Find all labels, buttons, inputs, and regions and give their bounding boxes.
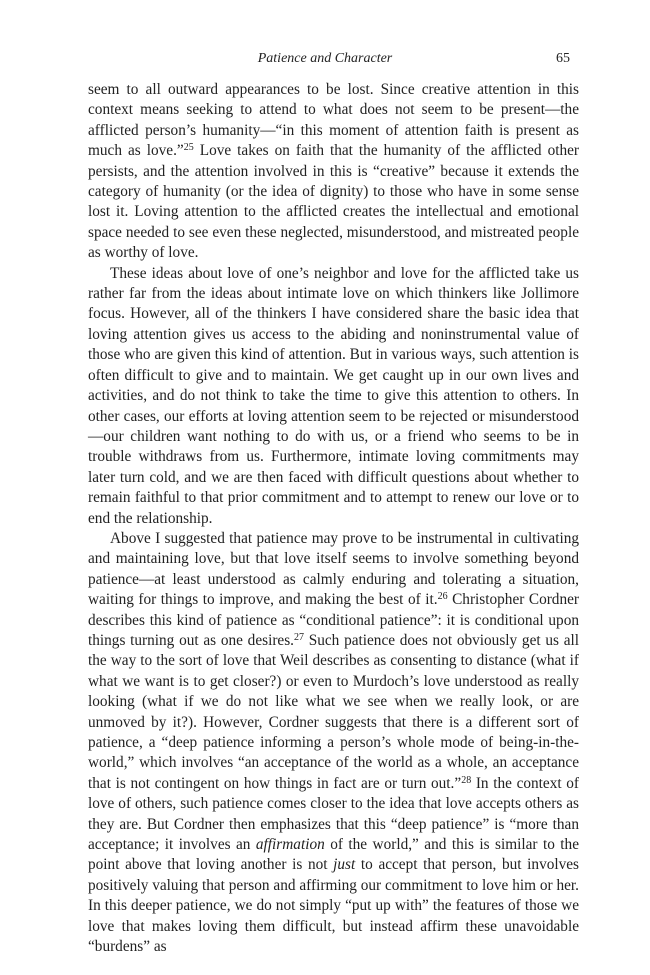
page-number: 65 — [556, 51, 570, 66]
footnote-ref-27: 27 — [293, 631, 304, 643]
paragraph-3-text-d: In the context of love of others, such patience comes closer to the idea that love accepts others as they are. But Cordner then emphasizes that this “deep patience” is “more than acceptance; it involves an — [88, 774, 579, 854]
running-head: Patience and Character — [257, 51, 393, 66]
emphasis-affirmation: affirmation — [255, 836, 325, 854]
paragraph-3-text-b: Christopher Cordner describes this kind of patience as “conditional patience”: it is conditional upon things turning out as one desires. — [88, 591, 579, 649]
emphasis-just: just — [333, 856, 356, 874]
page-header — [0, 51, 650, 71]
footnote-ref-28: 28 — [461, 774, 472, 786]
footnote-ref-26: 26 — [437, 591, 448, 603]
paragraph-3-text-a: Above I suggested that patience may prove to be instrumental in cultivating and maintaining love, but that love itself seems to involve something beyond patience—at least understood as calmly enduring and tolerating a situation, waiting for things to improve, and making the best of it. — [88, 529, 579, 609]
paragraph-1-text-a: seem to all outward appearances to be lost. Since creative attention in this context means seeking to attend to what does not seem to be present—the afflicted person’s humanity—“in this moment of attention faith is present as much as love.” — [88, 81, 579, 160]
paragraph-3-text-f: to accept that person, but involves positively valuing that person and affirming our commitment to love him or her. In this deeper patience, we do not simply “put up with” the features of those we love that makes loving them difficult, but instead affirm these unavoidable “burdens” as — [88, 856, 580, 956]
paragraph-3-text-e: of the world,” and this is similar to the point above that loving another is not — [88, 836, 579, 874]
paragraph-1-text-b: Love takes on faith that the humanity of the afflicted other persists, and the attention involved in this is “creative” because it extends the category of humanity (or the idea of dignity) to those who have in some sense lost it. Loving attention to the afflicted creates the intellectual and emotional space needed to see even these neglected, misunderstood, and mistreated people as worthy of love. — [88, 142, 580, 262]
paragraph-2: These ideas about love of one’s neighbor and love for the afflicted take us rather far from the ideas about intimate love on which thinkers like Jollimore focus. However, all of the thinkers I have considered share the basic idea that loving attention gives us access to the abiding and noninstrumental value of those who are given this kind of attention. But in various ways, such attention is often difficult to give and to maintain. We get caught up in our own lives and activities, and do not think to take the time to give this attention to others. In other cases, our efforts at loving attention seem to be rejected or misunderstood—our children want nothing to do with us, or a friend who seems to be in trouble withdraws from us. Furthermore, intimate loving commitments may later turn cold, and we are then faced with difficult questions about whether to remain faithful to that prior commitment and to attempt to renew our love or to end the relationship. — [88, 264, 579, 527]
paragraph-1 — [88, 80, 579, 264]
body-text — [88, 80, 579, 957]
paragraph-3-text-c: Such patience does not obviously get us all the way to the sort of love that Weil describes as consenting to distance (what if what we want is to get closer?) or even to Murdoch’s love understood as really looking (what if we do not like what we see when we really look, or are unmoved by it?). However, Cordner suggests that there is a different sort of patience, a “deep patience informing a person’s whole mode of being-in-the-world,” which involves “an acceptance of the world as a whole, an acceptance that is not contingent on how things in fact are or turn out.” — [88, 631, 579, 792]
paragraph-3 — [88, 529, 579, 958]
footnote-ref-25: 25 — [183, 142, 194, 154]
